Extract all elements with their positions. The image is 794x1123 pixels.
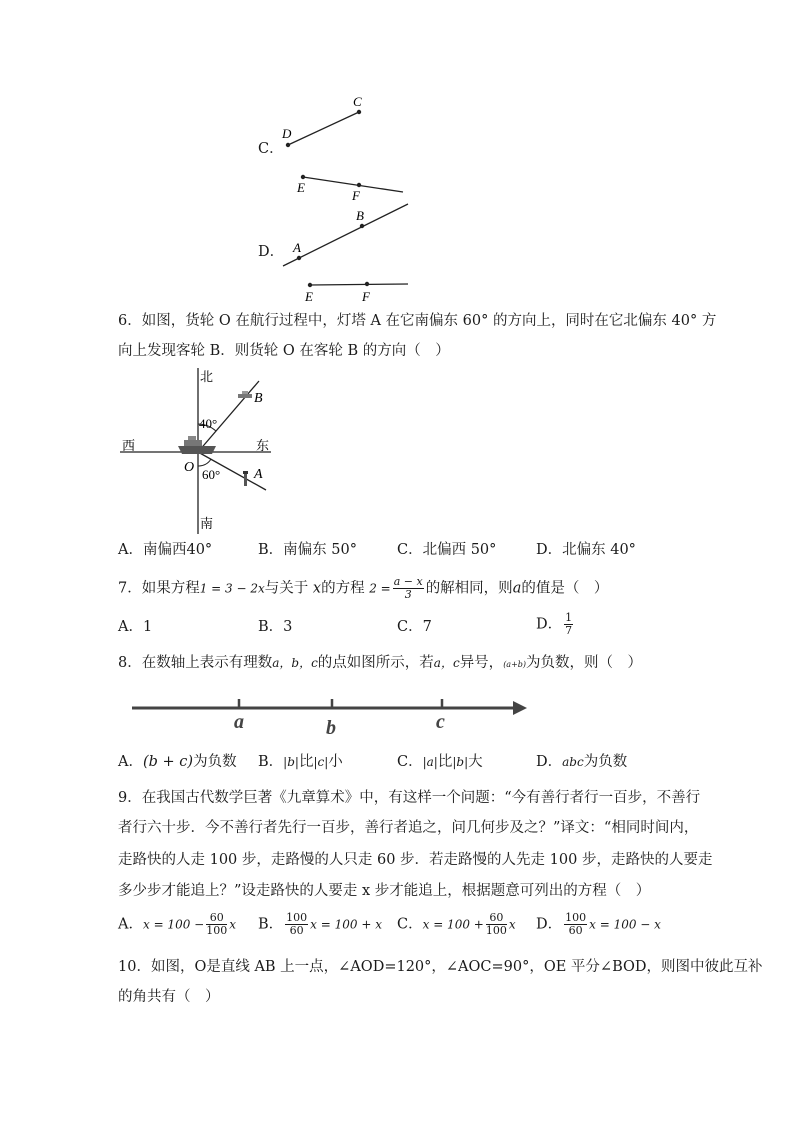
point-b: [360, 224, 364, 228]
q10-line1: 10．如图，O是直线 AB 上一点，∠AOD=120°，∠AOC=90°，OE 平分∠BOD，则图中彼此互补: [118, 959, 763, 975]
q9-line3: 走路快的人走 100 步，走路慢的人只走 60 步．若走路慢的人先走 100 步，走路快的人要走: [118, 852, 713, 868]
q8-option-a[interactable]: A．(b + c)为负数: [118, 754, 237, 770]
segment-dc: [288, 112, 359, 145]
q6-stem-line1: 6．如图，货轮 O 在航行过程中，灯塔 A 在它南偏东 60° 的方向上，同时在它北偏东 40° 方: [118, 313, 717, 329]
label-south: 南: [200, 516, 214, 531]
q8-number-line: [128, 690, 533, 740]
q8-stem: 8．在数轴上表示有理数a，b，c的点如图所示，若a，c异号，(a+b)为负数，则（ ）: [118, 655, 643, 671]
label-c: C: [353, 94, 362, 109]
q6-option-a[interactable]: A．南偏西40°: [118, 542, 213, 558]
label-west: 西: [122, 438, 136, 453]
q7-option-a[interactable]: A．1: [118, 619, 153, 635]
q9-option-b[interactable]: B． $\frac{100}{60}$ x = 100 + x: [258, 911, 382, 937]
q6-stem-line2: 向上发现客轮 B．则货轮 O 在客轮 B 的方向（ ）: [118, 343, 450, 359]
q7-option-d[interactable]: D． $\frac{1}{7}$: [536, 611, 573, 637]
point-a: [297, 256, 301, 260]
q7-option-b[interactable]: B．3: [258, 619, 293, 635]
point-c: [357, 110, 361, 114]
label-angle-60: 60°: [202, 467, 221, 482]
line-ab: [283, 204, 408, 266]
axis-label-c: c: [436, 711, 445, 733]
label-a: A: [293, 240, 301, 255]
axis-label-a: a: [234, 711, 244, 733]
label-a: A: [254, 467, 263, 482]
point-d: [286, 143, 290, 147]
q6-compass-figure: [118, 366, 283, 536]
line-ef-d: [310, 284, 408, 285]
label-f-d: F: [362, 289, 370, 304]
ship-icon: [178, 436, 216, 454]
q9-line1: 9．在我国古代数学巨著《九章算术》中，有这样一个问题：“今有善行者行一百步，不善行: [118, 790, 701, 806]
label-e: E: [297, 180, 305, 195]
point-e: [301, 175, 305, 179]
point-e-d: [308, 283, 312, 287]
label-o: O: [184, 460, 195, 475]
label-d: D: [282, 126, 292, 141]
q10-line2: 的角共有（ ）: [118, 989, 220, 1005]
label-e-d: E: [305, 289, 313, 304]
label-b: B: [356, 208, 364, 223]
q9-line4: 多少步才能追上？”设走路快的人要走 x 步才能追上，根据题意可列出的方程（ ）: [118, 883, 651, 899]
point-f-d: [365, 282, 369, 286]
q7-option-c[interactable]: C．7: [397, 619, 432, 635]
q7-stem: 7．如果方程1 = 3 − 2x与关于 x的方程 2 = $\frac{a - x}{3}$ 的解相同，则a的值是（ ）: [118, 575, 609, 601]
q9-option-d[interactable]: D． $\frac{100}{60}$ x = 100 − x: [536, 911, 661, 937]
lighthouse-a-icon: [243, 471, 248, 486]
label-b: B: [254, 391, 263, 406]
q5-option-d-label: D．: [258, 244, 285, 260]
q9-line2: 者行六十步．今不善行者先行一百步，善行者追之，问几何步及之？”译文：“相同时间内，: [118, 820, 699, 836]
axis-arrow: [513, 701, 527, 715]
q8-option-c[interactable]: C．|a|比|b|大: [397, 754, 483, 770]
q5-option-c-label: C．: [258, 141, 284, 157]
q8-option-b[interactable]: B．|b|比|c|小: [258, 754, 343, 770]
point-f: [357, 183, 361, 187]
label-east: 东: [256, 438, 270, 453]
q5-figures: [270, 88, 420, 308]
label-angle-40: 40°: [199, 416, 218, 431]
angle-arc-60: [198, 459, 211, 466]
q9-option-c[interactable]: C．x = 100 + $\frac{60}{100}$ x: [397, 911, 516, 937]
q8-option-d[interactable]: D．abc为负数: [536, 754, 628, 770]
axis-label-b: b: [326, 717, 336, 739]
label-f: F: [352, 188, 360, 203]
q9-option-a[interactable]: A．x = 100 − $\frac{60}{100}$ x: [118, 911, 236, 937]
q6-option-b[interactable]: B．南偏东 50°: [258, 542, 357, 558]
label-north: 北: [200, 369, 214, 384]
q6-option-d[interactable]: D．北偏东 40°: [536, 542, 636, 558]
q6-option-c[interactable]: C．北偏西 50°: [397, 542, 497, 558]
